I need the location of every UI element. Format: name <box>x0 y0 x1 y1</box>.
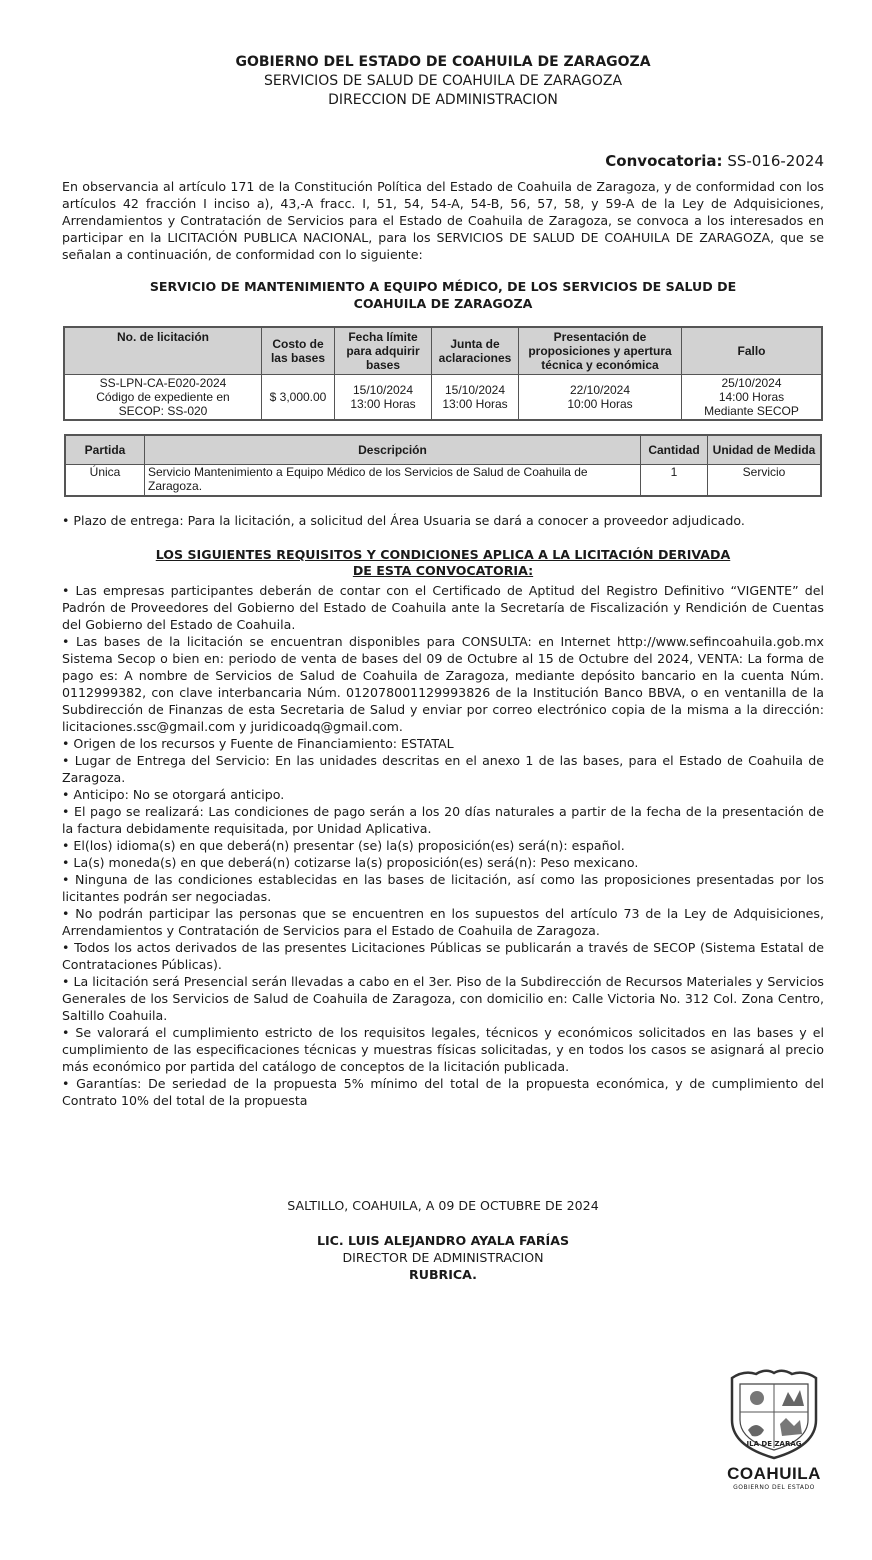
cell-fecha-limite <box>335 375 432 421</box>
list-item: • Garantías: De seriedad de la propuesta 5% mínimo del total de la propuesta económica, y de cumplimiento del Contrato 10% del total de la propuesta <box>62 1076 824 1108</box>
fallo-method: Mediante SECOP <box>704 404 799 418</box>
items-table-header <box>65 435 821 465</box>
fallo-date: 25/10/2024 <box>721 376 782 390</box>
cell-costo: $ 3,000.00 <box>262 375 335 421</box>
list-item: • El pago se realizará: Las condiciones de pago serán a los 20 días naturales a partir de la fecha de la presentación de la factura debidamente requisitada, por Unidad Aplicativa. <box>62 804 824 836</box>
cell-unidad: Servicio <box>708 465 822 497</box>
service-title-line2: COAHUILA DE ZARAGOZA <box>353 296 533 311</box>
intro-paragraph: En observancia al artículo 171 de la Constitución Política del Estado de Coahuila de Zaragoza, y de conformidad con los artículos 42 fracción I inciso a), 43,-A fracc. I, 51, 54, 54-A, 54-B, 56, 57, 58, y 59-A de la Ley de Adquisiciones, Arrendamientos y Contratación de Servicios para el Estado de Coahuila de Zaragoza, se convoca a los interesados en participar en la LICITACIÓN PUBLICA NACIONAL, para los SERVICIOS DE SALUD DE COAHUILA DE ZARAGOZA, que se señalan a continuación, de conformidad con lo siguiente: <box>62 179 824 262</box>
cell-licitacion <box>64 375 262 421</box>
coat-of-arms-icon <box>724 1368 824 1460</box>
signature-block <box>62 1232 824 1283</box>
list-item: • El(los) idioma(s) en que deberá(n) presentar (se) la(s) proposición(es) será(n): español. <box>62 838 625 853</box>
cell-presentacion <box>519 375 682 421</box>
header-government: GOBIERNO DEL ESTADO DE COAHUILA DE ZARAGOZA <box>235 54 651 70</box>
list-item: • Se valorará el cumplimiento estricto de los requisitos legales, técnicos y económicos solicitados en las bases y el cumplimiento de las especificaciones técnicas y muestras físicas solicitadas, y en todos los casos se asignará al precio más económico por partida del catálogo de conceptos de la licitación publicada. <box>62 1025 824 1074</box>
cell-partida: Única <box>65 465 145 497</box>
header-fallo: Fallo <box>682 327 823 375</box>
header-partida: Partida <box>65 435 145 465</box>
junta-time: 13:00 Horas <box>442 397 508 411</box>
list-item: • Todos los actos derivados de las presentes Licitaciones Públicas se publicarán a través de SECOP (Sistema Estatal de Contrataciones Públicas). <box>62 940 824 972</box>
list-item: • Las bases de la licitación se encuentran disponibles para CONSULTA: en Internet http://www.sefincoahuila.gob.mx Sistema Secop o bien en: periodo de venta de bases del 09 de Octubre al 15 de Octubre del 2024, VENTA: La forma de pago es: A nombre de Servicios de Salud de Coahuila de Zaragoza, mediante depósito bancario en la cuenta Núm. 0112999382, con clave interbancaria Núm. 012078001129993826 de la Institución Banco BBVA, o en ventanilla de la Subdirección de Finanzas de esta Secretaria de Salud y enviar por correo electrónico copia de la misma a la dirección: licitaciones.ssc@gmail.com y juridicoadq@gmail.com. <box>62 634 824 734</box>
items-table <box>64 434 822 497</box>
signer-title: DIRECTOR DE ADMINISTRACION <box>342 1250 544 1265</box>
list-item: • La licitación será Presencial serán llevadas a cabo en el 3er. Piso de la Subdirección de Recursos Materiales y Servicios Generales de los Servicios de Salud de Coahuila de Zaragoza, con domicilio en: Calle Victoria No. 312 Col. Zona Centro, Saltillo Coahuila. <box>62 974 824 1023</box>
requirements-title-line1: LOS SIGUIENTES REQUISITOS Y CONDICIONES APLICA A LA LICITACIÓN DERIVADA <box>155 547 731 562</box>
coahuila-logo <box>722 1368 826 1494</box>
list-item: • La(s) moneda(s) en que deberá(n) cotizarse la(s) proposición(es) será(n): Peso mexicano. <box>62 855 639 870</box>
fecha-limite-date: 15/10/2024 <box>352 383 414 397</box>
fecha-limite-time: 13:00 Horas <box>350 397 416 411</box>
document-header <box>62 53 824 110</box>
header-licitacion: No. de licitación <box>64 327 262 375</box>
presentacion-date: 22/10/2024 <box>569 383 631 397</box>
svg-text:ILA DE ZARAG: ILA DE ZARAG <box>746 1440 802 1448</box>
tender-table <box>63 326 823 421</box>
junta-date: 15/10/2024 <box>444 383 506 397</box>
convocatoria-label: Convocatoria: <box>605 152 723 170</box>
city-date: SALTILLO, COAHUILA, A 09 DE OCTUBRE DE 2024 <box>287 1198 599 1213</box>
list-item: • Anticipo: No se otorgará anticipo. <box>62 787 285 802</box>
header-presentacion: Presentación de proposiciones y apertura técnica y económica <box>519 327 682 375</box>
list-item: • No podrán participar las personas que se encuentren en los supuestos del artículo 73 de la Ley de Adquisiciones, Arrendamientos y Contratación de Servicios para el Estado de Coahuila de Zaragoza. <box>62 906 824 938</box>
delivery-term: • Plazo de entrega: Para la licitación, a solicitud del Área Usuaria se dará a conocer a proveedor adjudicado. <box>62 513 745 528</box>
cell-junta <box>432 375 519 421</box>
cell-descripcion: Servicio Mantenimiento a Equipo Médico de los Servicios de Salud de Coahuila de Zaragoza. <box>145 465 641 497</box>
table-row <box>64 375 822 421</box>
requirements-title-line2: DE ESTA CONVOCATORIA: <box>352 563 534 578</box>
rubrica-label: RUBRICA. <box>409 1267 477 1282</box>
list-item: • Origen de los recursos y Fuente de Financiamiento: ESTATAL <box>62 736 454 751</box>
convocatoria-number <box>605 152 824 170</box>
presentacion-time: 10:00 Horas <box>567 397 633 411</box>
table-row <box>65 465 821 497</box>
header-fecha-limite: Fecha límite para adquirir bases <box>335 327 432 375</box>
header-direction: DIRECCION DE ADMINISTRACION <box>328 92 558 108</box>
list-item: • Lugar de Entrega del Servicio: En las unidades descritas en el anexo 1 de las bases, para el Estado de Coahuila de Zaragoza. <box>62 753 824 785</box>
cell-cantidad: 1 <box>641 465 708 497</box>
service-title <box>62 278 824 312</box>
header-cantidad: Cantidad <box>641 435 708 465</box>
list-item: • Ninguna de las condiciones establecidas en las bases de licitación, así como las proposiciones presentadas por los licitantes podrán ser negociadas. <box>62 872 824 904</box>
header-health-services: SERVICIOS DE SALUD DE COAHUILA DE ZARAGOZA <box>263 73 623 89</box>
logo-name: COAHUILA <box>727 1464 821 1483</box>
signer-name: LIC. LUIS ALEJANDRO AYALA FARÍAS <box>316 1233 570 1248</box>
tender-table-header <box>64 327 822 375</box>
service-title-line1: SERVICIO DE MANTENIMIENTO A EQUIPO MÉDICO, DE LOS SERVICIOS DE SALUD DE <box>149 279 737 294</box>
header-junta: Junta de aclaraciones <box>432 327 519 375</box>
list-item: • Las empresas participantes deberán de contar con el Certificado de Aptitud del Registro Definitivo “VIGENTE” del Padrón de Proveedores del Gobierno del Estado de Coahuila ante la Secretaría de Fiscalización y Rendición de Cuentas del Gobierno del Estado de Coahuila. <box>62 583 824 632</box>
header-costo: Costo de las bases <box>262 327 335 375</box>
fallo-time: 14:00 Horas <box>718 390 785 404</box>
header-descripcion: Descripción <box>145 435 641 465</box>
licitacion-code-label: Código de expediente en <box>96 390 230 404</box>
requirements-title <box>62 547 824 579</box>
cell-fallo <box>682 375 823 421</box>
licitacion-secop: SECOP: SS-020 <box>118 404 208 418</box>
licitacion-number: SS-LPN-CA-E020-2024 <box>99 376 227 390</box>
convocatoria-value: SS-016-2024 <box>727 152 824 170</box>
requirements-list <box>62 582 824 1109</box>
header-unidad: Unidad de Medida <box>708 435 822 465</box>
logo-subtitle: GOBIERNO DEL ESTADO <box>733 1484 815 1491</box>
